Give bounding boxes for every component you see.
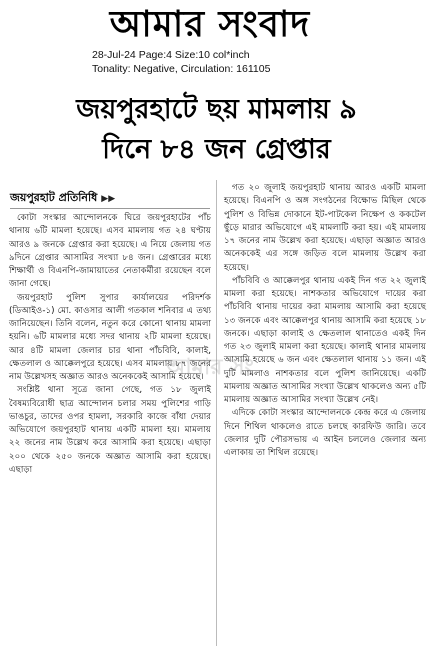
masthead-logo-text: আমার সংবাদ [109,3,311,45]
article-column-left [9,212,211,477]
column-divider [216,180,217,646]
headline-line-2: দিনে ৮৪ জন গ্রেপ্তার [102,134,331,165]
byline-text: জয়পুরহাট প্রতিনিধি [10,191,98,204]
byline [10,190,210,209]
article-paragraph: পাঁচবিবি ও আক্কেলপুর থানায় একই দিন গত ২২ জুলাই মামলা করা হয়েছে। নাশকতার অভিযোগে দায়ের করা পাঁচবিবি থানায় দায়ের করা মামলায় আসামি করা হয়েছে ১৩ জনকে এবং আক্কেলপুর থানায় আসামি করা হয়েছে ১৮ জনকে। এছাড়া কালাই ও ক্ষেতলাল থানাতেও একই দিন গত ২৩ জুলাই মামলা করা হয়েছে। কালাই থানার মামলায় আসামি হয়েছে ৬ জন এবং ক্ষেতলাল থানায় ১১ জন। এই দুটি মামলাও নাশকতার বলে পুলিশ জানিয়েছে। একটি মামলায় অজ্ঞাত আসামির সংখ্যা উল্লেখ থাকলেও অন্য ৫টি মামলায় অজ্ঞাত আসামির সংখ্যা উল্লেখ নেই। [224,275,426,405]
newspaper-masthead [60,2,360,46]
article-paragraph: জয়পুরহাট পুলিশ সুপার কার্যালয়ের পরিদর্শক (ডিআইও-১) মো. কাওসার আলী গতকাল শনিবার এ তথ্য জানিয়েছেন। তিনি বলেন, নতুন করে কোনো থানায় মামলা হয়নি। ৬টি মামলার মধ্যে সদর থানায় ২টি মামলা হয়েছে। আর ৪টি মামলা জেলার চার থানা পাঁচবিবি, কালাই, ক্ষেতলাল ও আক্কেলপুরে হয়েছে। এসব মামলায় ৮৭ জনের নাম উল্লেখসহ অজ্ঞাত আরও অনেককেই আসামি হয়েছে। [9,292,211,382]
watermark-logo: আমার সং [165,354,255,380]
clip-meta-line-date: 28-Jul-24 Page:4 Size:10 col*inch [92,49,250,61]
clip-meta-line-tonality: Tonality: Negative, Circulation: 161105 [92,63,271,75]
article-paragraph: গত ২০ জুলাই জয়পুরহাট থানায় আরও একটি মামলা হয়েছে। বিএনপি ও অঙ্গ সংগঠনের বিক্ষোভ মিছিল থেকে পুলিশ ও বিভিন্ন দোকানে ইট-পাটকেল নিক্ষেপ ও ককটেল ছুঁড়ে মারার অভিযোগে এই মামলাটি করা হয়। এই মামলায় ১৭ জনের নাম উল্লেখ করা হয়েছে। এছাড়া অজ্ঞাত আরও অনেককেই এর সঙ্গে জড়িত বলে মামলায় উল্লেখ করা হয়েছে। [224,183,426,273]
article-paragraph: সংশ্লিষ্ট থানা সূত্রে জানা গেছে, গত ১৮ জুলাই বৈষম্যবিরোধী ছাত্র আন্দোলন চলার সময় পুলিশের গাড়ি ভাঙচুর, তাদের ওপর হামলা, সরকারি কাজে বাঁধা দেয়ার অভিযোগে জয়পুরহাট থানায় একটি মামলা হয়। মামলায় ২২ জনের নাম উল্লেখ করে আসামি করা হয়েছে। এছাড়া ২০০ থেকে ২৫০ জনকে অজ্ঞাত আসামি করা হয়েছে। এছাড়া [9,385,211,475]
headline-line-1: জয়পুরহাটে ছয় মামলায় ৯ [76,94,357,125]
article-column-right [224,182,426,460]
clip-meta [92,48,432,76]
article-paragraph: কোটা সংস্কার আন্দোলনকে ঘিরে জয়পুরহাটের পাঁচ থানায় ৬টি মামলা হয়েছে। এসব মামলায় গত ২৪ ঘণ্টায় আরও ৯ জনকে গ্রেপ্তার করা হয়েছে। এ নিয়ে জেলায় গত ৯দিনে গ্রেপ্তার আসামির সংখ্যা ৮৪ জন। গ্রেপ্তারের মধ্যে শিক্ষার্থী ও বিএনপি-জামায়াতের নেতাকর্মীরা রয়েছেন বলে জানা গেছে। [9,213,211,290]
article-paragraph: এদিকে কোটা সংস্কার আন্দোলনকে কেন্দ্র করে এ জেলায় দিনে শিথিল থাকলেও রাতে চলছে কারফিউ জারি। তবে জেলার দুটি পৌরসভায় এ আইন চললেও জেলার অন্য এলাকায় তা শিথিল রয়েছে। [224,408,426,458]
double-arrow-icon: ▶▶ [101,194,116,204]
article-headline [6,90,427,170]
